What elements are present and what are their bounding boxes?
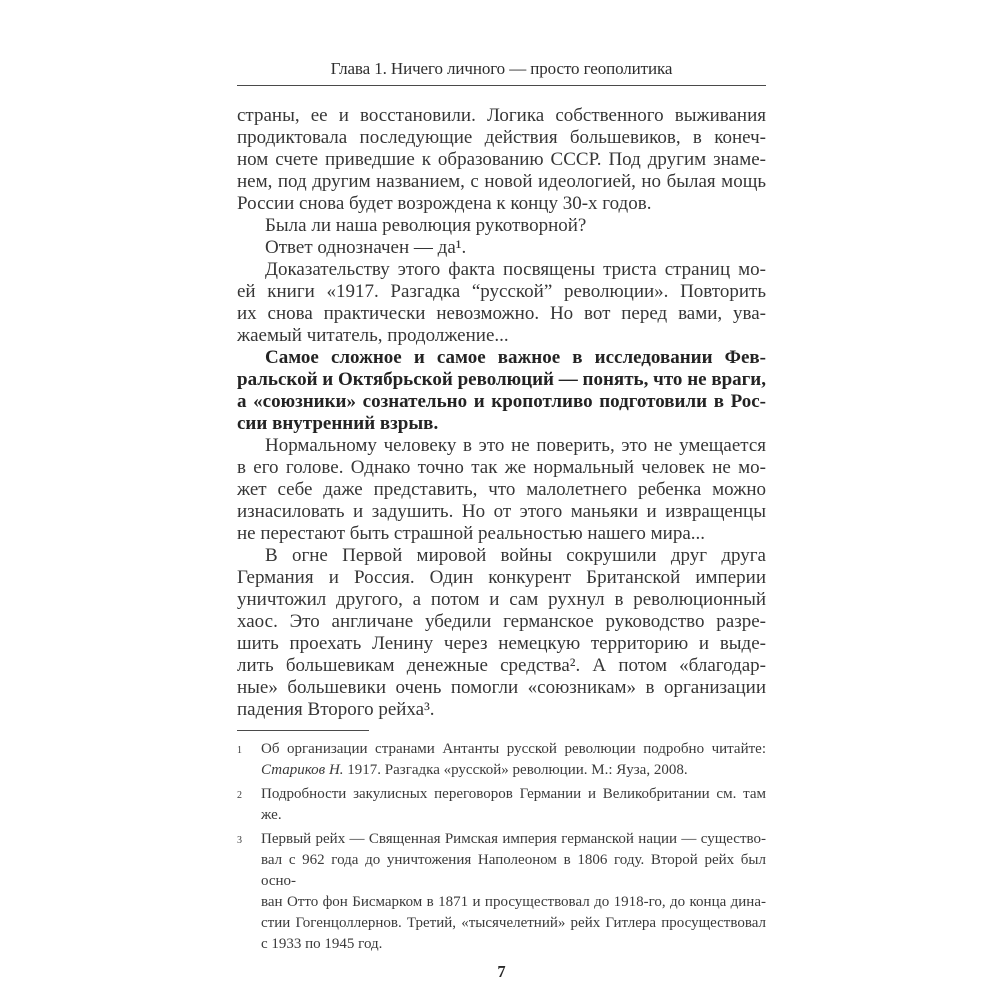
header-rule: [237, 85, 766, 86]
footnote-marker: 3: [237, 835, 242, 846]
paragraph: [237, 105, 766, 215]
paragraph: [237, 435, 766, 545]
paragraph: [237, 237, 766, 259]
text-line: Доказательству этого факта посвящены триста страниц мо-: [265, 259, 766, 280]
footnote-citation-author: Стариков Н.: [261, 762, 344, 778]
footnote: [237, 739, 766, 781]
text-line: лить большевикам денежные средства². А потом «благодар-: [237, 655, 766, 676]
text-line: Нормальному человеку в это не поверить, это не умещается: [265, 435, 766, 456]
body-text: [237, 105, 766, 721]
footnote-line: стии Гогенцоллернов. Третий, «тысячелетний» рейх Гитлера просуществовал: [261, 915, 766, 931]
footnote-marker: 1: [237, 745, 242, 756]
text-line: нем, под другим названием, с новой идеологией, но былая мощь: [237, 171, 766, 192]
text-line: в его голове. Однако точно так же нормальный человек не мо-: [237, 457, 766, 478]
footnote-line: Об организации странами Антанты русской революции подробно читайте:: [261, 741, 766, 757]
text-line: уничтожил другого, а потом и сам рухнул в революционный: [237, 589, 766, 610]
text-line: их снова практически невозможно. Но вот перед вами, ува-: [237, 303, 766, 324]
text-line: Германия и Россия. Один конкурент Британской империи: [237, 567, 766, 588]
page-number: 7: [497, 962, 506, 981]
text-line: жаемый читатель, продолжение...: [237, 325, 509, 346]
text-line: ей книги «1917. Разгадка “русской” революции». Повторить: [237, 281, 766, 302]
text-line: хаос. Это англичане убедили германское руководство разре-: [237, 611, 766, 632]
text-line: изнасиловать и задушить. Но от этого маньяки и извращенцы: [237, 501, 766, 522]
paragraph: [237, 215, 766, 237]
text-line: а «союзники» сознательно и кропотливо подготовили в Рос-: [237, 391, 766, 412]
footnote-text: [261, 739, 766, 781]
footnote-marker: 2: [237, 790, 242, 801]
footnote-line: ван Отто фон Бисмарком в 1871 и просуществовал до 1918-го, до конца дина-: [261, 894, 766, 910]
text-line: Ответ однозначен — да¹.: [265, 237, 467, 258]
running-header: [237, 58, 766, 86]
text-line: страны, ее и восстановили. Логика собственного выживания: [237, 105, 766, 126]
text-line: России снова будет возрождена к концу 30-х годов.: [237, 193, 652, 214]
footnote: [237, 784, 766, 826]
paragraph: [237, 259, 766, 347]
text-line: ральской и Октябрьской революций — понять, что не враги,: [237, 369, 766, 390]
text-line: не перестают быть страшной реальностью нашего мира...: [237, 523, 706, 544]
footnote: [237, 829, 766, 955]
paragraph: [237, 347, 766, 435]
text-line: продиктовала последующие действия большевиков, в конеч-: [237, 127, 766, 148]
text-line: В огне Первой мировой войны сокрушили друг друга: [265, 545, 766, 566]
text-line: падения Второго рейха³.: [237, 699, 435, 720]
footnotes: [237, 739, 766, 955]
footnote-text: [261, 784, 766, 826]
footnote-line: Первый рейх — Священная Римская империя германской нации — существо-: [261, 831, 766, 847]
text-line: Самое сложное и самое важное в исследовании Фев-: [265, 347, 766, 368]
text-line: ные» большевики очень помогли «союзникам» в организации: [237, 677, 766, 698]
text-line: сии внутренний взрыв.: [237, 413, 439, 434]
footnote-separator: [237, 730, 369, 731]
footnote-line: Подробности закулисных переговоров Германии и Великобритании см. там же.: [261, 786, 766, 823]
footnote-text: [261, 829, 766, 955]
text-line: шить проехать Ленину через немецкую территорию и выде-: [237, 633, 766, 654]
text-line: жет себе даже представить, что малолетнего ребенка можно: [237, 479, 766, 500]
footnote-line: вал с 962 года до уничтожения Наполеоном в 1806 году. Второй рейх был осно-: [261, 852, 766, 889]
text-line: ном счете приведшие к образованию СССР. Под другим знаме-: [237, 149, 766, 170]
chapter-header-title: Глава 1. Ничего личного — просто геополитика: [330, 59, 673, 78]
book-page: [237, 0, 766, 982]
footnote-line: [261, 760, 766, 781]
text-line: Была ли наша революция рукотворной?: [265, 215, 587, 236]
footnote-segment: 1917. Разгадка «русской» революции. М.: Яуза, 2008.: [343, 762, 688, 778]
paragraph: [237, 545, 766, 721]
footnote-line: с 1933 по 1945 год.: [261, 936, 383, 952]
